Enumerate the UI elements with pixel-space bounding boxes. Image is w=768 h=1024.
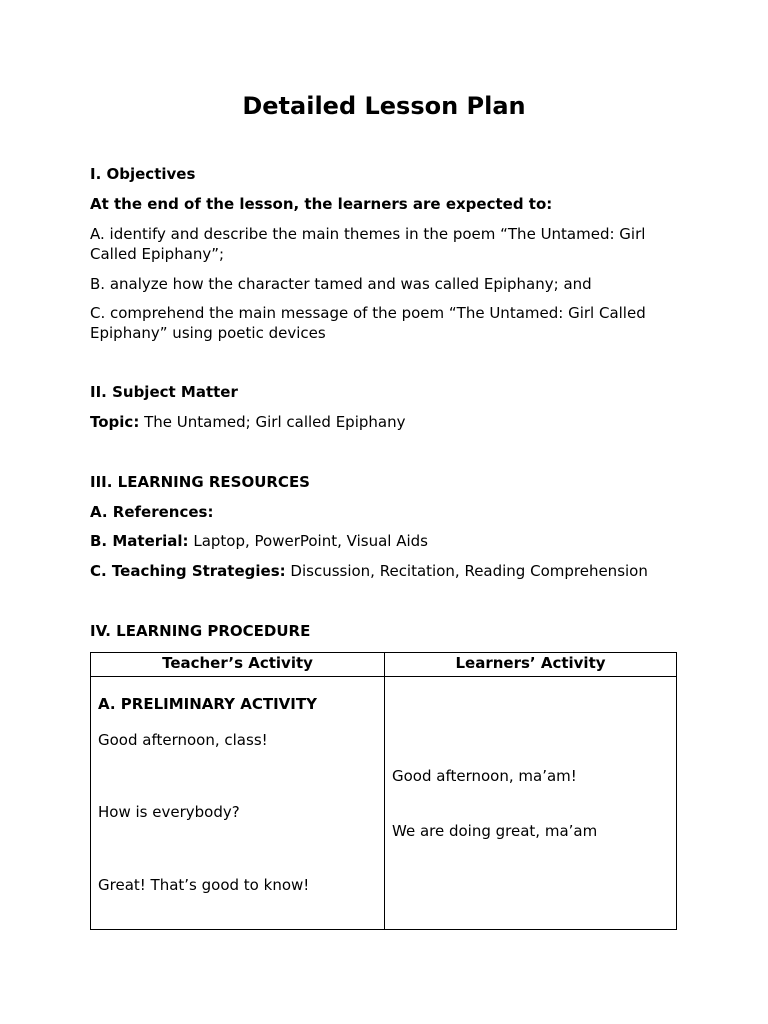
page-title: Detailed Lesson Plan (242, 92, 526, 120)
topic-line (90, 412, 405, 432)
table-row (91, 677, 677, 930)
teacher-activity-cell (91, 677, 385, 930)
learner-line: Good afternoon, ma’am! (392, 767, 577, 785)
procedure-table (90, 652, 677, 930)
teacher-line: Good afternoon, class! (98, 731, 268, 749)
teacher-activity-header: Teacher’s Activity (91, 653, 385, 677)
procedure-heading: IV. LEARNING PROCEDURE (90, 622, 311, 640)
teacher-line: How is everybody? (98, 803, 240, 821)
objectives-intro: At the end of the lesson, the learners are expected to: (90, 195, 553, 213)
strategies-line (90, 561, 648, 581)
objectives-heading: I. Objectives (90, 165, 196, 183)
teacher-line: Great! That’s good to know! (98, 876, 310, 894)
learner-line: We are doing great, ma’am (392, 822, 598, 840)
strategies-value: Discussion, Recitation, Reading Comprehension (285, 562, 648, 580)
preliminary-activity-heading: A. PRELIMINARY ACTIVITY (98, 695, 317, 713)
topic-value: The Untamed; Girl called Epiphany (139, 413, 406, 431)
resources-heading: III. LEARNING RESOURCES (90, 473, 310, 491)
material-line (90, 531, 428, 551)
learners-activity-cell (385, 677, 677, 930)
objective-a: A. identify and describe the main themes in the poem “The Untamed: Girl Called Epiphany”; (90, 225, 646, 263)
subject-matter-heading: II. Subject Matter (90, 383, 238, 401)
strategies-label: C. Teaching Strategies: (90, 562, 286, 580)
objective-b: B. analyze how the character tamed and was called Epiphany; and (90, 275, 592, 293)
topic-label: Topic: (90, 413, 140, 431)
material-value: Laptop, PowerPoint, Visual Aids (188, 532, 428, 550)
learners-activity-header: Learners’ Activity (385, 653, 677, 677)
material-label: B. Material: (90, 532, 189, 550)
objective-c: C. comprehend the main message of the poem “The Untamed: Girl Called Epiphany” using poetic devices (90, 304, 646, 342)
references-label: A. References: (90, 503, 214, 521)
table-header-row (91, 653, 677, 677)
